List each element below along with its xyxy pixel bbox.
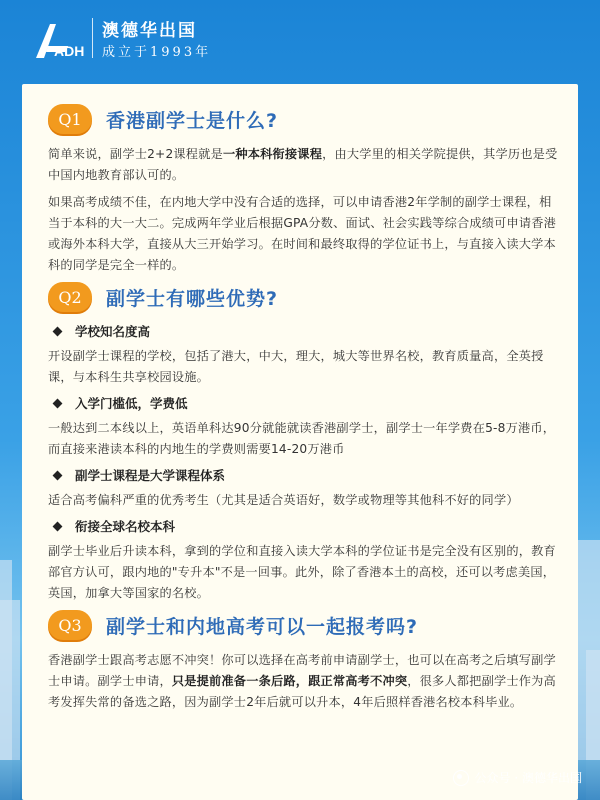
wechat-icon [453, 770, 469, 786]
q2-item-heading: 入学门槛低，学费低 [48, 394, 558, 412]
logo-mark-icon [34, 20, 85, 60]
q2-item-text: 开设副学士课程的学校，包括了港大，中大，理大，城大等世界名校，教育质量高，全英授课，与本科生共享校园设施。 [48, 349, 544, 384]
q1-title: 香港副学士是什么? [106, 109, 279, 132]
diamond-bullet-icon [53, 521, 63, 531]
logo-separator [92, 18, 93, 58]
section-q2-header [48, 282, 558, 312]
q3-paragraph: 香港副学士跟高考志愿不冲突！你可以选择在高考前申请副学士，也可以在高考之后填写副学士申请。副学士申请，只是提前准备一条后路，跟正常高考不冲突，很多人都把副学士作为高考发挥失常的备选之路，因为副学士2年后就可以升本，4年后照样香港名校本科毕业。 [48, 653, 556, 709]
diamond-bullet-icon [53, 470, 63, 480]
q1-paragraph-1: 简单来说，副学士2+2课程就是一种本科衔接课程，由大学里的相关学院提供，其学历也是受中国内地教育部认可的。 [48, 147, 558, 182]
q2-title: 副学士有哪些优势? [106, 287, 279, 310]
content-card [22, 84, 578, 800]
q3-title: 副学士和内地高考可以一起报考吗? [106, 615, 419, 638]
q3-badge: Q3 [48, 610, 92, 640]
section-q1-header [48, 104, 558, 134]
wechat-watermark: 公众号 · 澳德华出国 [453, 769, 582, 786]
q2-item-heading: 副学士课程是大学课程体系 [48, 466, 558, 484]
diamond-bullet-icon [53, 398, 63, 408]
q2-item-text: 一般达到二本线以上，英语单科达90分就能就读香港副学士，副学士一年学费在5-8万港币，而直接来港读本科的内地生的学费则需要14-20万港币 [48, 421, 556, 456]
q1-paragraph-2: 如果高考成绩不佳，在内地大学中没有合适的选择，可以申请香港2年学制的副学士课程，相当于本科的大一大二。完成两年学业后根据GPA分数、面试、社会实践等综合成绩可申请香港或海外本科大学，直接从大三开始学习。在时间和最终取得的学位证书上，与直接入读大学本科的同学是完全一样的。 [48, 195, 557, 272]
brand-tagline: 成立于1993年 [102, 45, 212, 60]
q2-item-text: 适合高考偏科严重的优秀考生（尤其是适合英语好，数学或物理等其他科不好的同学） [48, 493, 519, 507]
q2-badge: Q2 [48, 282, 92, 312]
brand-name: 澳德华出国 [102, 21, 197, 41]
q2-item-heading: 衔接全球名校本科 [48, 517, 558, 535]
brand-header [0, 0, 600, 80]
q1-badge: Q1 [48, 104, 92, 134]
q2-item-text: 副学士毕业后升读本科，拿到的学位和直接入读大学本科的学位证书是完全没有区别的，教育部官方认可，跟内地的"专升本"不是一回事。此外，除了香港本土的高校，还可以考虑美国，英国，加拿大等国家的名校。 [48, 544, 556, 600]
section-q3-header [48, 610, 558, 640]
q2-item-heading: 学校知名度高 [48, 322, 558, 340]
diamond-bullet-icon [53, 326, 63, 336]
svg-text:ADH: ADH [54, 43, 85, 59]
